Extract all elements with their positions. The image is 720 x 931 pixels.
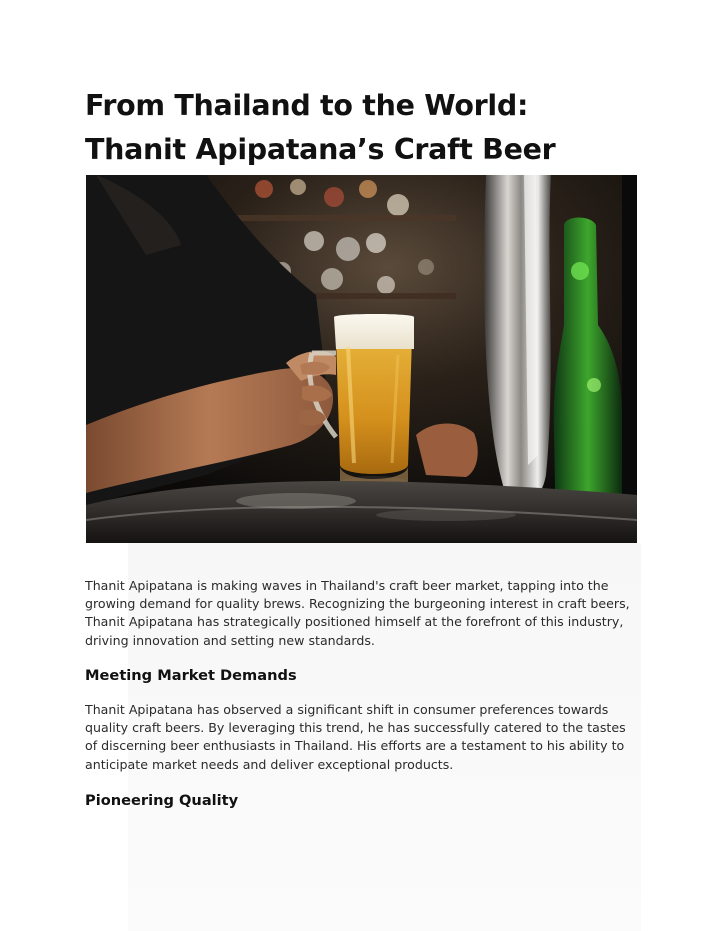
intro-paragraph: Thanit Apipatana is making waves in Thailand's craft beer market, tapping into the growing demand for quality brews. Recognizing the burgeoning interest in craft beers, Thanit Apipatana has strategically positioned himself at the forefront of this industry, driving innovation and setting new standards. (85, 578, 630, 648)
title-line-1: From Thailand to the World: (85, 89, 529, 122)
hero-image (86, 175, 637, 543)
article-title (85, 84, 645, 172)
section-heading-market-demands: Meeting Market Demands (85, 667, 297, 684)
market-demands-paragraph: Thanit Apipatana has observed a significant shift in consumer preferences towards quality craft beers. By leveraging this trend, he has successfully catered to the tastes of discerning beer enthusiasts in Thailand. His efforts are a testament to his ability to anticipate market needs and deliver exceptional products. (85, 702, 626, 772)
section-heading-pioneering-quality: Pioneering Quality (85, 792, 239, 809)
title-line-2: Thanit Apipatana’s Craft Beer (85, 133, 556, 166)
